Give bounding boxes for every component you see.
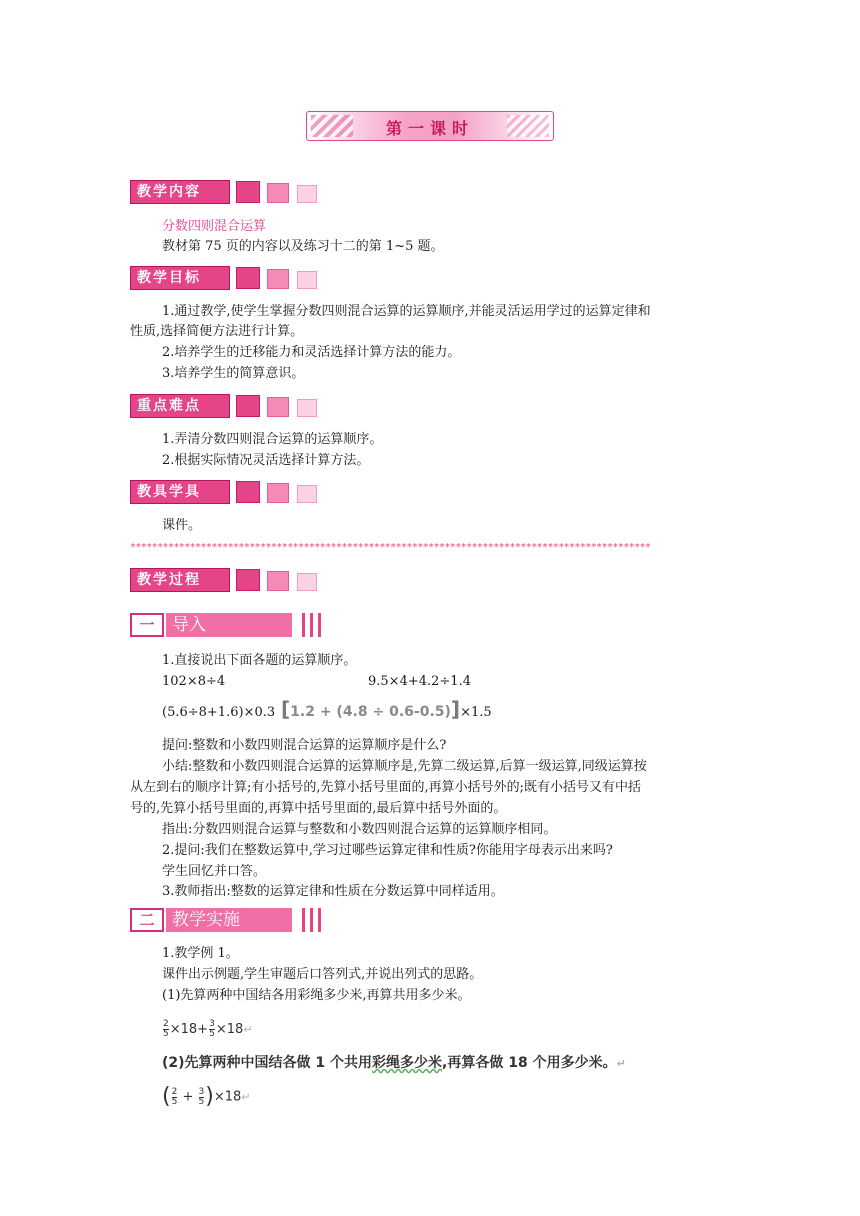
fraction: $\frac{3}{5}$: [198, 1086, 205, 1107]
section-decor-square: [267, 183, 289, 203]
example-step-two: (2)先算两种中国结各做 1 个共用彩绳多少米,再算各做 18 个用多少米。↵: [162, 1055, 626, 1071]
formula-two: ( $\frac{2}{5}$ + $\frac{3}{5}$ )×18↵: [162, 1084, 251, 1109]
section-label-process: 教学过程: [130, 568, 230, 592]
goal-line: 性质,选择简便方法进行计算。: [130, 324, 304, 339]
return-mark-icon: ↵: [616, 1057, 626, 1070]
expression: 9.5×4+4.2÷1.4: [368, 674, 471, 689]
section-decor-square: [297, 185, 317, 203]
section-label-key-points: 重点难点: [130, 394, 230, 418]
section-label-tools: 教具学具: [130, 480, 230, 504]
section-decor-square: [297, 399, 317, 417]
fraction: $\frac{2}{5}$: [163, 1019, 169, 1039]
bracket-expression-body: [1.2 + (4.8 ÷ 0.6-0.5)]: [281, 697, 461, 721]
section-decor-square: [267, 269, 289, 289]
formula-one: $\frac{2}{5}$ ×18+ $\frac{3}{5}$ ×18↵: [163, 1019, 253, 1039]
tools-text: 课件。: [162, 518, 202, 533]
section-decor-square: [297, 271, 317, 289]
lesson-title-banner: [306, 111, 554, 141]
example-line: 1.教学例 1。: [162, 946, 239, 961]
content-topic: 分数四则混合运算: [162, 219, 267, 234]
content-scope: 教材第 75 页的内容以及练习十二的第 1~5 题。: [162, 239, 444, 254]
question-line: 提问:整数和小数四则混合运算的运算顺序是什么?: [162, 738, 447, 753]
answer-line: 学生回忆并口答。: [162, 864, 267, 879]
step-banner-intro: [130, 613, 328, 639]
goal-line: 3.培养学生的简算意识。: [162, 366, 305, 381]
step-title: 导入: [166, 613, 292, 637]
return-mark-icon: ↵: [241, 1090, 251, 1104]
key-point-line: 2.根据实际情况灵活选择计算方法。: [162, 453, 370, 468]
section-decor-square: [267, 483, 289, 503]
banner-bar-decoration: [302, 908, 305, 932]
point-line: 指出:分数四则混合运算与整数和小数四则混合运算的运算顺序相同。: [162, 822, 557, 837]
section-decor-square: [236, 395, 260, 417]
summary-line: 从左到右的顺序计算;有小括号的,先算小括号里面的,再算小括号外的;既有小括号又有中括: [130, 780, 642, 795]
return-mark-icon: ↵: [243, 1023, 253, 1036]
section-decor-square: [267, 571, 289, 591]
step-number: 一: [130, 613, 164, 637]
step-number: 二: [130, 908, 164, 932]
section-decor-square: [297, 573, 317, 591]
fraction: $\frac{3}{5}$: [209, 1019, 215, 1039]
key-point-line: 1.弄清分数四则混合运算的运算顺序。: [162, 432, 383, 447]
step-title: 教学实施: [166, 908, 292, 932]
bracket-expression: [1.2 + (4.8 ÷ 0.6-0.5)]×1.5: [281, 697, 492, 721]
section-decor-square: [236, 181, 260, 203]
example-line: (1)先算两种中国结各用彩绳多少米,再算共用多少米。: [162, 988, 471, 1003]
section-decor-square: [236, 267, 260, 289]
underlined-phrase: 彩绳多少米: [372, 1055, 443, 1071]
intro-line: 1.直接说出下面各题的运算顺序。: [162, 653, 357, 668]
summary-line: 号的,先算小括号里面的,再算中括号里面的,最后算中括号外面的。: [130, 801, 507, 816]
question-line: 2.提问:我们在整数运算中,学习过哪些运算定律和性质?你能用字母表示出来吗?: [162, 843, 613, 858]
star-divider: ************************************************************************************************: [130, 542, 651, 553]
lesson-title: 第一课时: [385, 119, 474, 138]
goal-line: 2.培养学生的迁移能力和灵活选择计算方法的能力。: [162, 345, 461, 360]
banner-bar-decoration: [302, 613, 305, 637]
banner-bar-decoration: [318, 613, 321, 637]
section-label-goals: 教学目标: [130, 266, 230, 290]
summary-line: 小结:整数和小数四则混合运算的运算顺序是,先算二级运算,后算一级运算,同级运算按: [162, 759, 647, 774]
step-banner-teaching: [130, 908, 328, 934]
teacher-line: 3.教师指出:整数的运算定律和性质在分数运算中同样适用。: [162, 884, 504, 899]
expression: 102×8÷4: [162, 674, 226, 689]
goal-line: 1.通过教学,使学生掌握分数四则混合运算的运算顺序,并能灵活运用学过的运算定律和: [162, 304, 651, 319]
banner-bar-decoration: [318, 908, 321, 932]
section-decor-square: [267, 397, 289, 417]
fraction: $\frac{2}{5}$: [171, 1086, 178, 1107]
section-decor-square: [297, 485, 317, 503]
banner-bar-decoration: [310, 908, 313, 932]
example-line: 课件出示例题,学生审题后口答列式,并说出列式的思路。: [162, 967, 483, 982]
section-decor-square: [236, 569, 260, 591]
expression: (5.6÷8+1.6)×0.3: [162, 705, 276, 720]
section-decor-square: [236, 481, 260, 503]
banner-bar-decoration: [310, 613, 313, 637]
section-label-content: 教学内容: [130, 180, 230, 204]
